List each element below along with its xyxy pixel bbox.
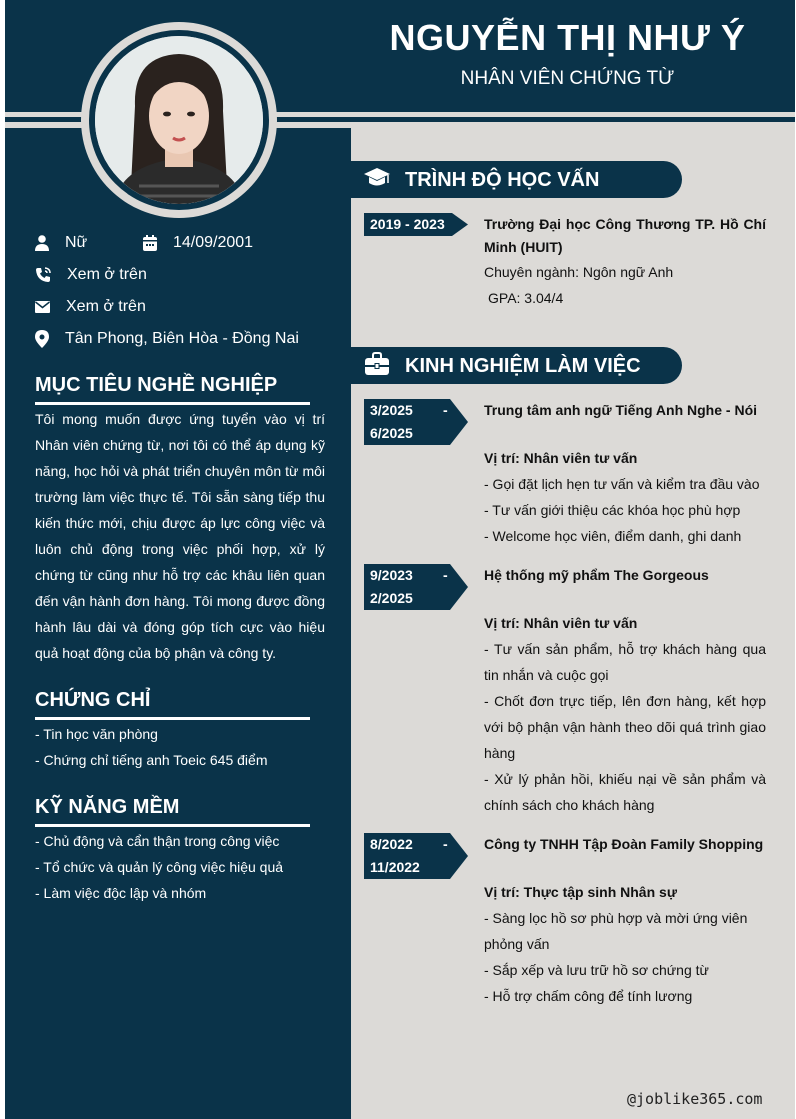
sidebar bbox=[5, 128, 351, 1119]
date-tag bbox=[364, 833, 468, 879]
list-item: - Sàng lọc hồ sơ phù hợp và mời ứng viên phỏng vấn bbox=[484, 910, 748, 952]
divider bbox=[35, 717, 310, 720]
user-icon bbox=[35, 235, 49, 251]
list-item: - Hỗ trợ chấm công để tính lương bbox=[484, 988, 693, 1004]
education-entry bbox=[484, 213, 766, 311]
job-date-start: 9/2023 bbox=[370, 567, 413, 583]
objective-heading: MỤC TIÊU NGHỀ NGHIỆP bbox=[35, 374, 278, 396]
gender-row bbox=[35, 234, 87, 252]
date-tag bbox=[364, 564, 468, 610]
job-role: Vị trí: Nhân viên tư vấn bbox=[484, 450, 638, 466]
education-date: 2019 - 2023 bbox=[370, 216, 445, 232]
list-item: - Chứng chỉ tiếng anh Toeic 645 điểm bbox=[35, 752, 268, 768]
job-date-start: 3/2025 bbox=[370, 402, 413, 418]
date-dash: - bbox=[443, 402, 448, 418]
birthday-value: 14/09/2001 bbox=[173, 234, 254, 251]
certificates-list bbox=[35, 721, 325, 773]
address-value: Tân Phong, Biên Hòa - Đồng Nai bbox=[65, 330, 299, 347]
phone-icon bbox=[35, 267, 51, 283]
job-date-end: 11/2022 bbox=[370, 859, 420, 875]
watermark: @joblike365.com bbox=[627, 1090, 763, 1108]
list-item: - Chốt đơn trực tiếp, lên đơn hàng, kết hợp với bộ phận vận hành theo dõi quá trình giao hàng bbox=[484, 693, 766, 761]
candidate-name: NGUYỄN THỊ NHƯ Ý bbox=[389, 17, 746, 58]
education-banner bbox=[351, 161, 682, 198]
soft-skills-heading: KỸ NĂNG MỀM bbox=[35, 796, 180, 818]
briefcase-icon bbox=[363, 352, 391, 378]
address-row bbox=[35, 330, 299, 348]
job-entry bbox=[484, 399, 766, 549]
major: Chuyên ngành: Ngôn ngữ Anh bbox=[484, 264, 674, 280]
date-tag bbox=[364, 213, 468, 236]
school-name: Trường Đại học Công Thương TP. Hồ Chí Minh (HUIT) bbox=[484, 216, 766, 255]
list-item: - Tư vấn giới thiệu các khóa học phù hợp bbox=[484, 502, 741, 518]
soft-skills-list bbox=[35, 828, 325, 906]
email-row bbox=[35, 298, 146, 316]
list-item: - Tin học văn phòng bbox=[35, 726, 158, 742]
list-item: - Tổ chức và quản lý công việc hiệu quả bbox=[35, 859, 284, 875]
cv-page bbox=[5, 0, 795, 1119]
education-heading: TRÌNH ĐỘ HỌC VẤN bbox=[405, 169, 600, 191]
company-name: Công ty TNHH Tập Đoàn Family Shopping bbox=[484, 836, 764, 852]
job-entry bbox=[484, 564, 766, 818]
gender-value: Nữ bbox=[65, 234, 88, 251]
email-value: Xem ở trên bbox=[66, 298, 146, 315]
certificates-heading: CHỨNG CHỈ bbox=[35, 689, 151, 711]
list-item: - Xử lý phản hồi, khiếu nại về sản phẩm và chính sách cho khách hàng bbox=[484, 771, 766, 813]
list-item: - Gọi đặt lịch hẹn tư vấn và kiểm tra đầu vào bbox=[484, 476, 760, 492]
divider bbox=[35, 824, 310, 827]
gpa: GPA: 3.04/4 bbox=[488, 290, 564, 306]
list-item: - Sắp xếp và lưu trữ hồ sơ chứng từ bbox=[484, 962, 709, 978]
date-tag bbox=[364, 399, 468, 445]
location-icon bbox=[35, 330, 49, 348]
phone-value: Xem ở trên bbox=[67, 266, 147, 283]
email-icon bbox=[35, 301, 50, 313]
job-date-end: 6/2025 bbox=[370, 425, 413, 441]
experience-banner bbox=[351, 347, 682, 384]
date-dash: - bbox=[443, 836, 448, 852]
phone-row bbox=[35, 266, 147, 284]
objective-text: Tôi mong muốn được ứng tuyển vào vị trí Nhân viên chứng từ, nơi tôi có thể áp dụng kỹ năng, học hỏi và phát triển chuyên môn từ môi trường làm việc thực tế. Tôi sẵn sàng tiếp thu kiến thức mới, chịu được áp lực công việc và luôn chủ động trong việc phối hợp, xử lý chứng từ cũng như hỗ trợ các khâu liên quan đến vận hành đơn hàng. Tôi mong được đồng hành lâu dài và đóng góp tích cực vào hiệu quả hoạt động của bộ phận và công ty. bbox=[35, 411, 325, 661]
graduation-cap-icon bbox=[363, 166, 391, 192]
date-dash: - bbox=[443, 567, 448, 583]
list-item: - Tư vấn sản phẩm, hỗ trợ khách hàng qua tin nhắn và cuộc gọi bbox=[484, 641, 766, 683]
job-title: NHÂN VIÊN CHỨNG TỪ bbox=[460, 68, 675, 89]
calendar-icon bbox=[143, 235, 157, 251]
birthday-row bbox=[143, 234, 253, 252]
job-date-end: 2/2025 bbox=[370, 590, 413, 606]
list-item: - Welcome học viên, điểm danh, ghi danh bbox=[484, 528, 742, 544]
company-name: Hệ thống mỹ phẩm The Gorgeous bbox=[484, 567, 709, 583]
list-item: - Làm việc độc lập và nhóm bbox=[35, 885, 207, 901]
company-name: Trung tâm anh ngữ Tiếng Anh Nghe - Nói bbox=[484, 402, 758, 418]
job-entry bbox=[484, 833, 766, 1009]
list-item: - Chủ động và cẩn thận trong công việc bbox=[35, 833, 280, 849]
divider bbox=[35, 402, 310, 405]
profile-photo bbox=[95, 36, 263, 204]
job-role: Vị trí: Nhân viên tư vấn bbox=[484, 615, 638, 631]
job-role: Vị trí: Thực tập sinh Nhân sự bbox=[484, 884, 677, 900]
job-date-start: 8/2022 bbox=[370, 836, 413, 852]
experience-heading: KINH NGHIỆM LÀM VIỆC bbox=[405, 355, 641, 377]
